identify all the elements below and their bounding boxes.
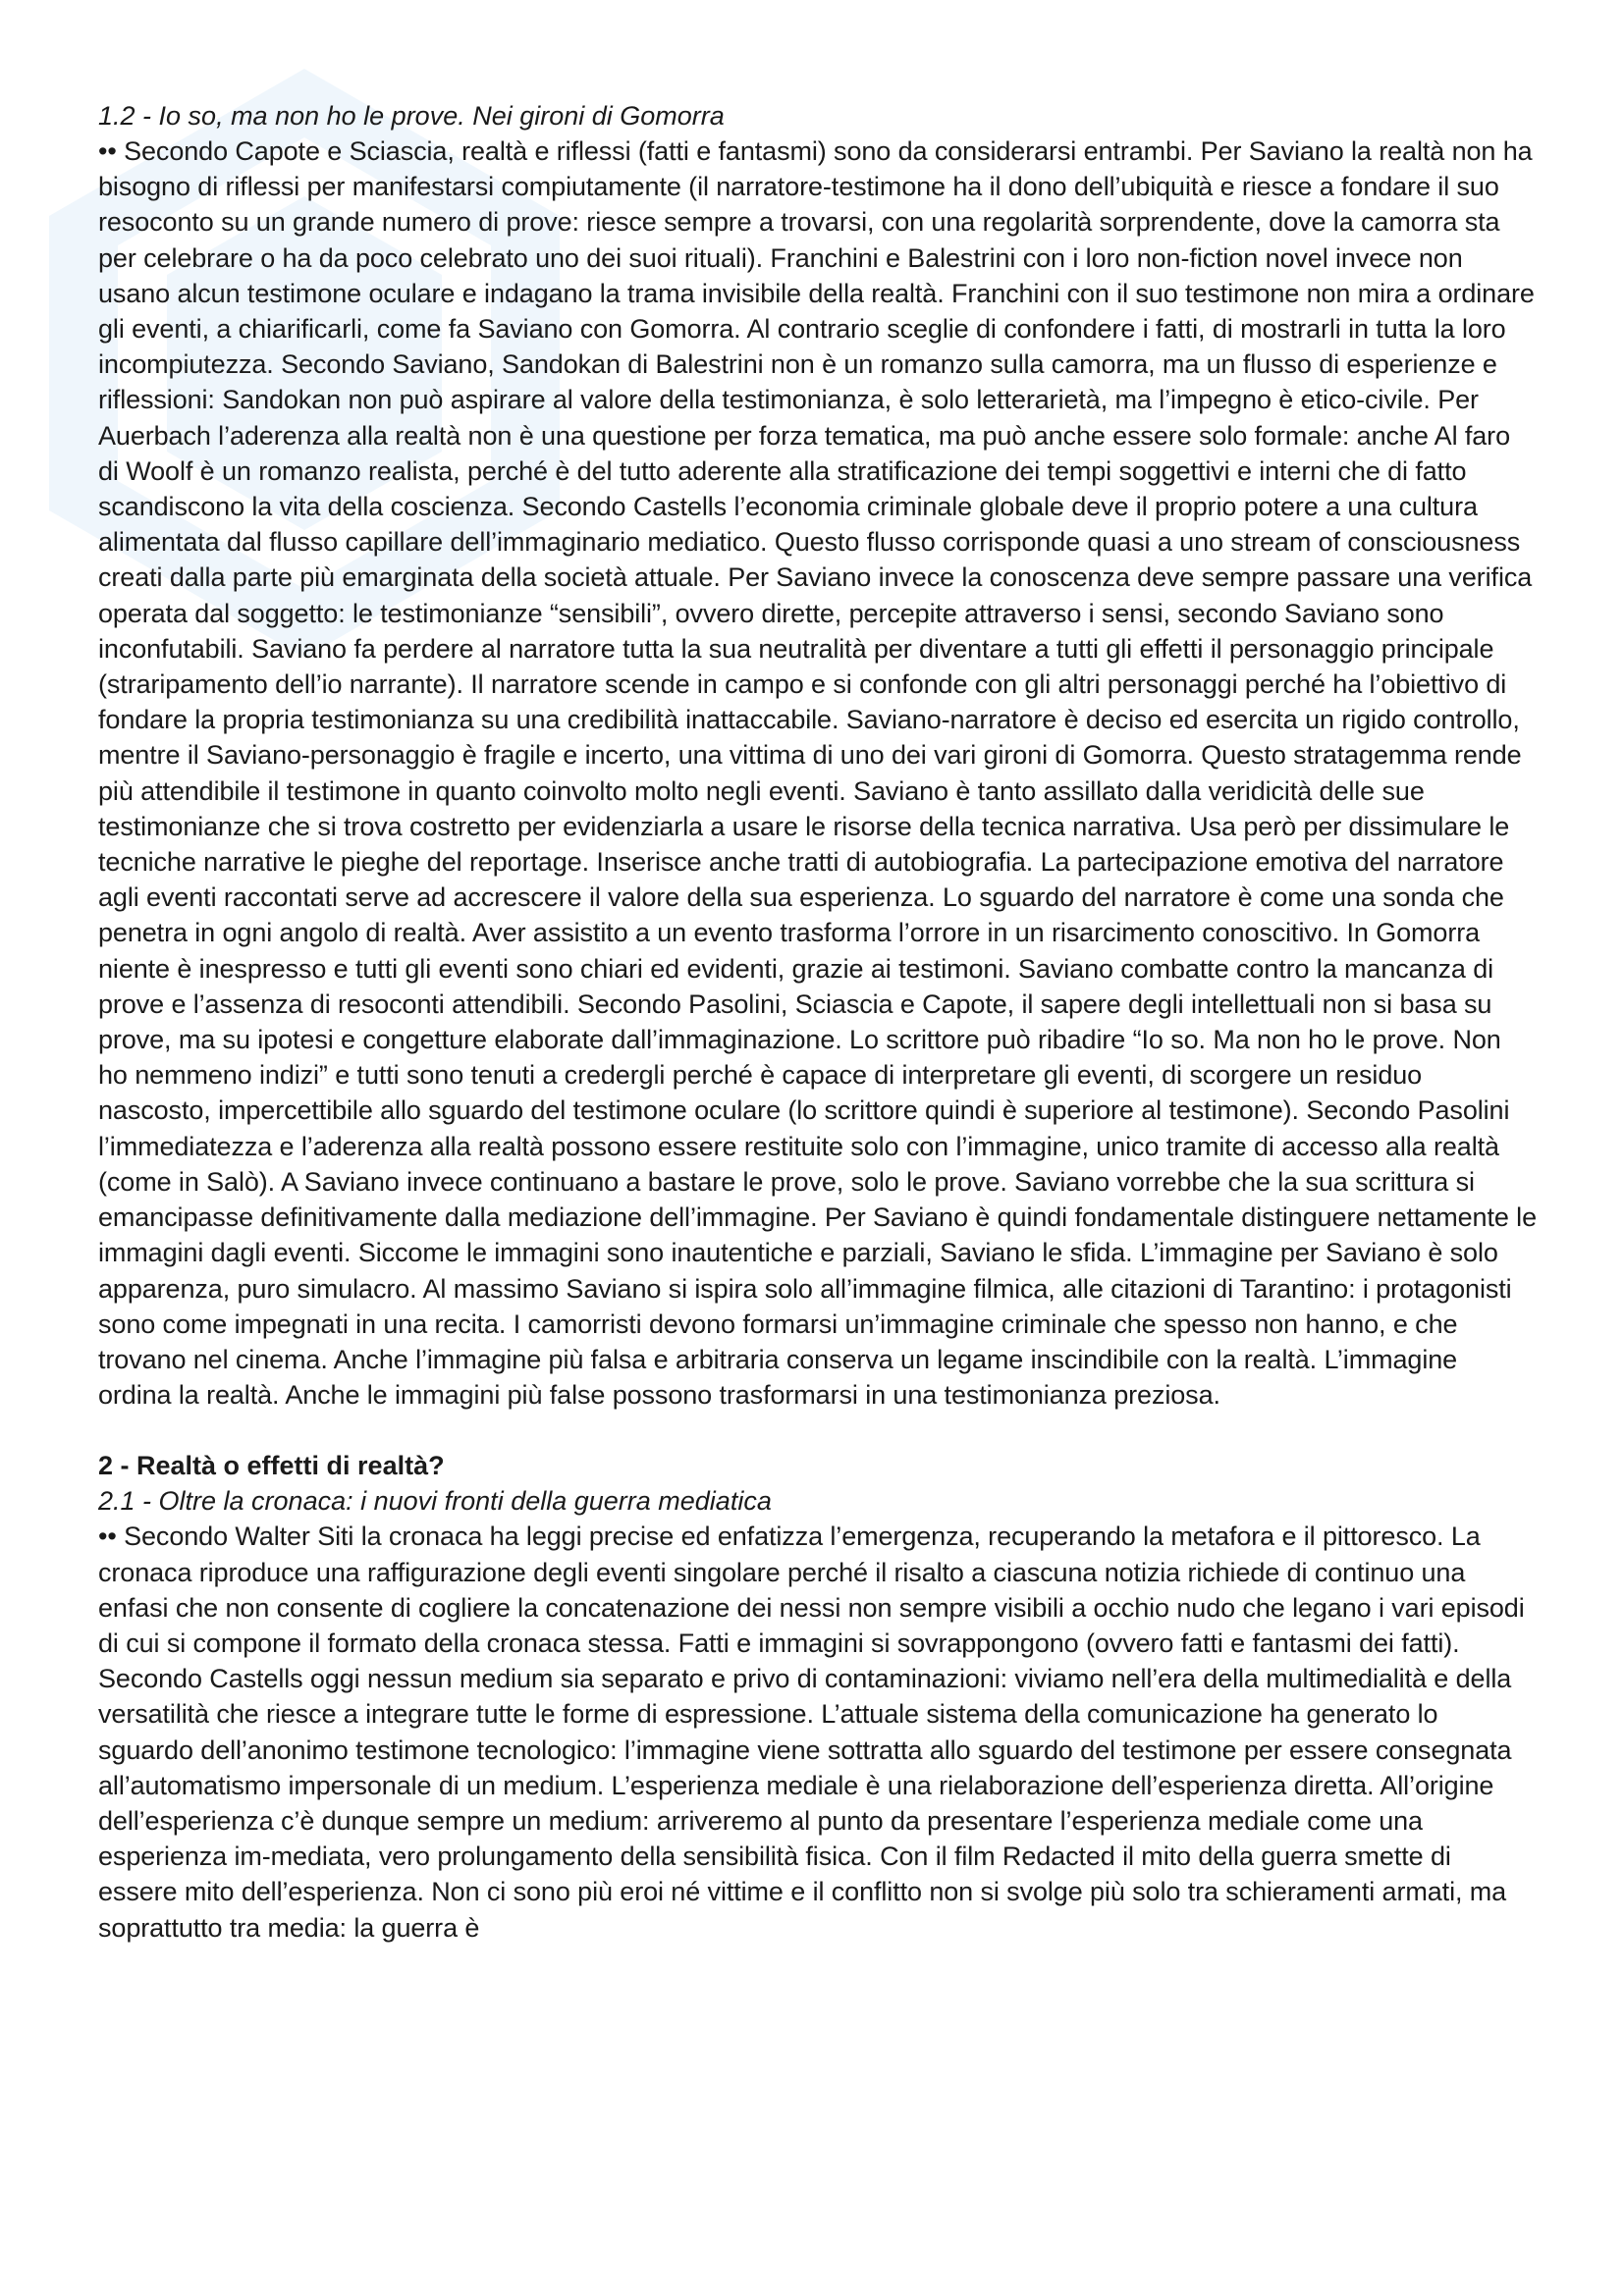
section-2-1-subheading: 2.1 - Oltre la cronaca: i nuovi fronti della guerra mediatica	[98, 1486, 772, 1517]
section-1-2-subheading: 1.2 - Io so, ma non ho le prove. Nei gironi di Gomorra	[98, 101, 725, 131]
section-2-heading: 2 - Realtà o effetti di realtà?	[98, 1451, 445, 1481]
section-1-2-paragraph: •• Secondo Capote e Sciascia, realtà e riflessi (fatti e fantasmi) sono da considerarsi entrambi. Per Saviano la realtà non ha bisogno di riflessi per manifestarsi compiutamente (il narratore-testimone ha il dono dell’ubiquità e riesce a fondare il suo resoconto su un grande numero di prove: riesce sempre a trovarsi, con una regolarità sorprendente, dove la camorra sta per celebrare o ha da poco celebrato uno dei suoi rituali). Franchini e Balestrini con i loro non-fiction novel invece non usano alcun testimone oculare e indagano la trama invisibile della realtà. Franchini con il suo testimone non mira a ordinare gli eventi, a chiarificarli, come fa Saviano con Gomorra. Al contrario sceglie di confondere i fatti, di mostrarli in tutta la loro incompiutezza. Secondo Saviano, Sandokan di Balestrini non è un romanzo sulla camorra, ma un flusso di esperienze e riflessioni: Sandokan non può aspirare al valore della testimonianza, è solo letterarietà, ma l’impegno è etico-civile. Per Auerbach l’aderenza alla realtà non è una questione per forza tematica, ma può anche essere solo formale: anche Al faro di Woolf è un romanzo realista, perché è del tutto aderente alla stratificazione dei tempi soggettivi e interni che di fatto scandiscono la vita della coscienza. Secondo Castells l’economia criminale globale deve il proprio potere a una cultura alimentata dal flusso capillare dell’immaginario mediatico. Questo flusso corrisponde quasi a uno stream of consciousness creati dalla parte più emarginata della società attuale. Per Saviano invece la conoscenza deve sempre passare una verifica operata dal soggetto: le testimonianze “sensibili”, ovvero dirette, percepite attraverso i sensi, secondo Saviano sono inconfutabili. Saviano fa perdere al narratore tutta la sua neutralità per diventare a tutti gli effetti il personaggio principale (straripamento dell’io narrante). Il narratore scende in campo e si confonde con gli altri personaggi perché ha l’obiettivo di fondare la propria testimonianza su una credibilità inattaccabile. Saviano-narratore è deciso ed esercita un rigido controllo, mentre il Saviano-personaggio è fragile e incerto, una vittima di uno dei vari gironi di Gomorra. Questo stratagemma rende più attendibile il testimone in quanto coinvolto molto negli eventi. Saviano è tanto assillato dalla veridicità delle sue testimonianze che si trova costretto per evidenziarla a usare le risorse della tecnica narrativa. Usa però per dissimulare le tecniche narrative le pieghe del reportage. Inserisce anche tratti di autobiografia. La partecipazione emotiva del narratore agli eventi raccontati serve ad accrescere il valore della sua esperienza. Lo sguardo del narratore è come una sonda che penetra in ogni angolo di realtà. Aver assistito a un evento trasforma l’orrore in un risarcimento conoscitivo. In Gomorra niente è inespresso e tutti gli eventi sono chiari ed evidenti, grazie ai testimoni. Saviano combatte contro la mancanza di prove e l’assenza di resoconti attendibili. Secondo Pasolini, Sciascia e Capote, il sapere degli intellettuali non si basa su prove, ma su ipotesi e congetture elaborate dall’immaginazione. Lo scrittore può ribadire “Io so. Ma non ho le prove. Non ho nemmeno indizi” e tutti sono tenuti a credergli perché è capace di interpretare gli eventi, di scorgere un residuo nascosto, impercettibile allo sguardo del testimone oculare (lo scrittore quindi è superiore al testimone). Secondo Pasolini l’immediatezza e l’aderenza alla realtà possono essere restituite solo con l’immagine, unico tramite di accesso alla realtà (come in Salò). A Saviano invece continuano a bastare le prove, solo le prove. Saviano vorrebbe che la sua scrittura si emancipasse definitivamente dalla mediazione dell’immagine. Per Saviano è quindi fondamentale distinguere nettamente le immagini dagli eventi. Siccome le immagini sono inautentiche e parziali, Saviano le sfida. L’immagine per Saviano è solo apparenza, puro simulacro. Al massimo Saviano si ispira solo all’immagine filmica, alle citazioni di Tarantino: i protagonisti sono come impegnati in una recita. I camorristi devono formarsi un’immagine criminale che spesso non hanno, e che trovano nel cinema. Anche l’immagine più falsa e arbitraria conserva un legame inscindibile con la realtà. L’immagine ordina la realtà. Anche le immagini più false possono trasformarsi in una testimonianza preziosa.	[98, 136, 1537, 1411]
document-page	[98, 98, 1537, 1946]
section-2-1-paragraph: •• Secondo Walter Siti la cronaca ha leggi precise ed enfatizza l’emergenza, recuperando la metafora e il pittoresco. La cronaca riproduce una raffigurazione degli eventi singolare perché il risalto a ciascuna notizia richiede di continuo una enfasi che non consente di cogliere la concatenazione dei nessi non sempre visibili a occhio nudo che legano i vari episodi di cui si compone il formato della cronaca stessa. Fatti e immagini si sovrappongono (ovvero fatti e fantasmi dei fatti). Secondo Castells oggi nessun medium sia separato e privo di contaminazioni: viviamo nell’era della multimedialità e della versatilità che riesce a integrare tutte le forme di espressione. L’attuale sistema della comunicazione ha generato lo sguardo dell’anonimo testimone tecnologico: l’immagine viene sottratta allo sguardo del testimone per essere consegnata all’automatismo impersonale di un medium. L’esperienza mediale è una rielaborazione dell’esperienza diretta. All’origine dell’esperienza c’è dunque sempre un medium: arriveremo al punto da presentare l’esperienza mediale come una esperienza im-mediata, vero prolungamento della sensibilità fisica. Con il film Redacted il mito della guerra smette di essere mito dell’esperienza. Non ci sono più eroi né vittime e il conflitto non si svolge più solo tra schieramenti armati, ma soprattutto tra media: la guerra è	[98, 1522, 1525, 1943]
